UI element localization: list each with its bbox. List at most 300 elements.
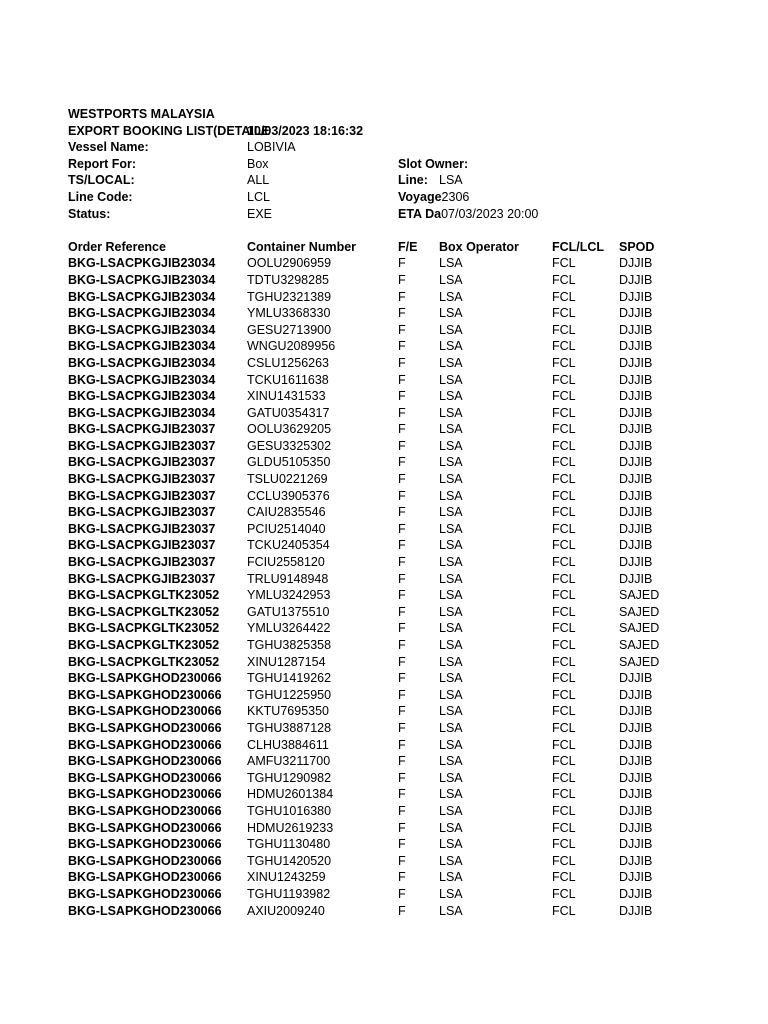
cell-box-operator: LSA xyxy=(439,422,463,437)
table-row xyxy=(0,438,768,455)
cell-fcl-lcl: FCL xyxy=(552,687,576,702)
cell-container-number: CAIU2835546 xyxy=(247,505,326,520)
ts-local-label: TS/LOCAL: xyxy=(68,173,135,188)
cell-spod: DJJIB xyxy=(619,903,653,918)
cell-order-reference: BKG-LSACPKGJIB23034 xyxy=(68,372,216,387)
cell-order-reference: BKG-LSACPKGJIB23034 xyxy=(68,355,216,370)
cell-fe: F xyxy=(398,355,406,370)
column-header-box-operator: Box Operator xyxy=(439,239,519,254)
cell-spod: DJJIB xyxy=(619,571,653,586)
cell-order-reference: BKG-LSACPKGLTK23052 xyxy=(68,654,220,669)
table-row xyxy=(0,753,768,770)
cell-box-operator: LSA xyxy=(439,455,463,470)
cell-order-reference: BKG-LSACPKGLTK23052 xyxy=(68,588,220,603)
cell-fcl-lcl: FCL xyxy=(552,422,576,437)
cell-order-reference: BKG-LSACPKGLTK23052 xyxy=(68,638,220,652)
cell-spod: DJJIB xyxy=(619,438,653,453)
report-timestamp: 10/03/2023 18:16:32 xyxy=(247,123,364,138)
cell-order-reference: BKG-LSAPKGHOD230066 xyxy=(68,737,222,752)
cell-order-reference: BKG-LSAPKGHOD230066 xyxy=(68,820,222,835)
cell-order-reference: BKG-LSACPKGJIB23037 xyxy=(68,438,216,453)
cell-box-operator: LSA xyxy=(439,521,463,536)
column-header-spod: SPOD xyxy=(619,239,655,254)
cell-fcl-lcl: FCL xyxy=(552,870,576,885)
cell-box-operator: LSA xyxy=(439,555,463,570)
table-row xyxy=(0,836,768,853)
cell-spod: DJJIB xyxy=(619,803,653,818)
cell-order-reference: BKG-LSACPKGJIB23034 xyxy=(68,272,216,287)
cell-fe: F xyxy=(398,803,406,818)
cell-spod: DJJIB xyxy=(619,837,653,852)
cell-container-number: CSLU1256263 xyxy=(247,355,330,370)
cell-box-operator: LSA xyxy=(439,405,463,420)
line-code-row xyxy=(0,189,768,206)
table-row xyxy=(0,703,768,720)
table-row xyxy=(0,322,768,339)
cell-container-number: TGHU1225950 xyxy=(247,687,332,702)
cell-container-number: OOLU3629205 xyxy=(247,422,332,437)
cell-box-operator: LSA xyxy=(439,720,463,735)
cell-spod: DJJIB xyxy=(619,787,653,802)
cell-container-number: TGHU1420520 xyxy=(247,853,332,868)
cell-order-reference: BKG-LSACPKGJIB23034 xyxy=(68,405,216,420)
cell-spod: DJJIB xyxy=(619,770,653,785)
cell-fe: F xyxy=(398,588,406,603)
cell-box-operator: LSA xyxy=(439,704,463,719)
cell-box-operator: LSA xyxy=(439,837,463,852)
cell-fcl-lcl: FCL xyxy=(552,405,576,420)
cell-box-operator: LSA xyxy=(439,770,463,785)
table-row xyxy=(0,587,768,604)
cell-spod: SAJED xyxy=(619,621,660,636)
cell-fcl-lcl: FCL xyxy=(552,737,576,752)
cell-fcl-lcl: FCL xyxy=(552,671,576,686)
cell-container-number: TGHU1193982 xyxy=(247,886,331,901)
cell-spod: SAJED xyxy=(619,654,660,669)
cell-order-reference: BKG-LSAPKGHOD230066 xyxy=(68,803,222,818)
cell-container-number: AMFU3211700 xyxy=(247,754,331,769)
cell-container-number: YMLU3368330 xyxy=(247,306,331,321)
cell-fcl-lcl: FCL xyxy=(552,555,576,570)
cell-order-reference: BKG-LSAPKGHOD230066 xyxy=(68,770,222,785)
cell-order-reference: BKG-LSACPKGJIB23037 xyxy=(68,555,216,570)
cell-box-operator: LSA xyxy=(439,505,463,520)
cell-fe: F xyxy=(398,521,406,536)
line-label: Line: xyxy=(398,173,428,188)
cell-fcl-lcl: FCL xyxy=(552,272,576,287)
cell-order-reference: BKG-LSAPKGHOD230066 xyxy=(68,720,222,735)
cell-order-reference: BKG-LSAPKGHOD230066 xyxy=(68,853,222,868)
cell-fcl-lcl: FCL xyxy=(552,604,576,619)
cell-box-operator: LSA xyxy=(439,472,463,487)
cell-box-operator: LSA xyxy=(439,737,463,752)
table-row xyxy=(0,770,768,787)
table-row xyxy=(0,504,768,521)
cell-box-operator: LSA xyxy=(439,754,463,769)
cell-fcl-lcl: FCL xyxy=(552,853,576,868)
table-row xyxy=(0,820,768,837)
cell-box-operator: LSA xyxy=(439,671,463,686)
cell-spod: DJJIB xyxy=(619,339,653,354)
table-row xyxy=(0,521,768,538)
cell-order-reference: BKG-LSAPKGHOD230066 xyxy=(68,886,222,901)
table-row xyxy=(0,786,768,803)
cell-fe: F xyxy=(398,770,406,785)
cell-container-number: TGHU1290982 xyxy=(247,770,332,785)
cell-spod: DJJIB xyxy=(619,853,653,868)
cell-fe: F xyxy=(398,687,406,702)
cell-fe: F xyxy=(398,289,406,304)
cell-order-reference: BKG-LSACPKGJIB23037 xyxy=(68,472,216,487)
table-row xyxy=(0,338,768,355)
cell-container-number: TDTU3298285 xyxy=(247,272,329,287)
cell-container-number: TSLU0221269 xyxy=(247,472,328,487)
cell-spod: DJJIB xyxy=(619,538,653,553)
report-for-row xyxy=(0,156,768,173)
line-code-value: LCL xyxy=(247,189,270,204)
cell-fcl-lcl: FCL xyxy=(552,372,576,387)
cell-fe: F xyxy=(398,754,406,769)
cell-fcl-lcl: FCL xyxy=(552,438,576,453)
eta-field xyxy=(398,206,598,223)
cell-order-reference: BKG-LSAPKGHOD230066 xyxy=(68,754,222,769)
table-row xyxy=(0,421,768,438)
table-row xyxy=(0,255,768,272)
status-value: EXE xyxy=(247,206,273,221)
company-name: WESTPORTS MALAYSIA xyxy=(68,107,215,121)
cell-container-number: TGHU3887128 xyxy=(247,720,332,735)
column-header-fe: F/E xyxy=(398,239,418,254)
table-row xyxy=(0,903,768,920)
cell-spod: DJJIB xyxy=(619,521,653,536)
cell-order-reference: BKG-LSACPKGJIB23037 xyxy=(68,455,216,470)
table-row xyxy=(0,388,768,405)
cell-fe: F xyxy=(398,488,406,503)
cell-fe: F xyxy=(398,654,406,669)
cell-fe: F xyxy=(398,438,406,453)
cell-spod: DJJIB xyxy=(619,671,653,686)
table-row xyxy=(0,289,768,306)
cell-spod: DJJIB xyxy=(619,870,653,885)
cell-box-operator: LSA xyxy=(439,803,463,818)
cell-container-number: WNGU2089956 xyxy=(247,339,336,354)
cell-fcl-lcl: FCL xyxy=(552,704,576,719)
cell-container-number: TCKU2405354 xyxy=(247,538,330,553)
cell-fcl-lcl: FCL xyxy=(552,355,576,370)
cell-fe: F xyxy=(398,837,406,852)
ts-local-row xyxy=(0,172,768,189)
cell-fe: F xyxy=(398,405,406,420)
cell-fcl-lcl: FCL xyxy=(552,322,576,337)
cell-spod: DJJIB xyxy=(619,322,653,337)
cell-fcl-lcl: FCL xyxy=(552,389,576,404)
cell-fe: F xyxy=(398,322,406,337)
cell-fcl-lcl: FCL xyxy=(552,621,576,636)
cell-fcl-lcl: FCL xyxy=(552,505,576,520)
table-row xyxy=(0,537,768,554)
cell-box-operator: LSA xyxy=(439,621,463,636)
cell-fe: F xyxy=(398,372,406,387)
table-row xyxy=(0,620,768,637)
table-row xyxy=(0,687,768,704)
cell-fcl-lcl: FCL xyxy=(552,521,576,536)
cell-fe: F xyxy=(398,737,406,752)
cell-box-operator: LSA xyxy=(439,870,463,885)
cell-container-number: TCKU1611638 xyxy=(247,372,329,387)
cell-spod: DJJIB xyxy=(619,272,653,287)
cell-fe: F xyxy=(398,422,406,437)
cell-order-reference: BKG-LSACPKGJIB23034 xyxy=(68,322,216,337)
cell-container-number: GATU0354317 xyxy=(247,405,330,420)
cell-container-number: FCIU2558120 xyxy=(247,555,325,570)
cell-container-number: OOLU2906959 xyxy=(247,256,332,271)
cell-spod: SAJED xyxy=(619,588,660,603)
slot-owner-label: Slot Owner: xyxy=(398,156,469,171)
cell-box-operator: LSA xyxy=(439,853,463,868)
cell-order-reference: BKG-LSACPKGLTK23052 xyxy=(68,621,220,636)
cell-fe: F xyxy=(398,505,406,520)
cell-order-reference: BKG-LSAPKGHOD230066 xyxy=(68,687,222,702)
cell-fcl-lcl: FCL xyxy=(552,289,576,304)
cell-box-operator: LSA xyxy=(439,372,463,387)
cell-box-operator: LSA xyxy=(439,604,463,619)
cell-order-reference: BKG-LSACPKGJIB23037 xyxy=(68,505,216,520)
cell-fcl-lcl: FCL xyxy=(552,638,576,652)
cell-spod: DJJIB xyxy=(619,720,653,735)
report-for-label: Report For: xyxy=(68,156,137,171)
cell-container-number: KKTU7695350 xyxy=(247,704,330,719)
cell-fcl-lcl: FCL xyxy=(552,571,576,586)
report-title-row xyxy=(0,123,768,140)
cell-fe: F xyxy=(398,621,406,636)
cell-fe: F xyxy=(398,870,406,885)
cell-fe: F xyxy=(398,571,406,586)
cell-box-operator: LSA xyxy=(439,538,463,553)
cell-fcl-lcl: FCL xyxy=(552,455,576,470)
cell-spod: DJJIB xyxy=(619,289,653,304)
cell-fcl-lcl: FCL xyxy=(552,306,576,321)
report-for-value: Box xyxy=(247,156,269,171)
cell-order-reference: BKG-LSACPKGJIB23037 xyxy=(68,422,216,437)
cell-fcl-lcl: FCL xyxy=(552,339,576,354)
cell-order-reference: BKG-LSACPKGJIB23037 xyxy=(68,571,216,586)
cell-fe: F xyxy=(398,704,406,719)
cell-box-operator: LSA xyxy=(439,306,463,321)
cell-spod: SAJED xyxy=(619,604,660,619)
cell-box-operator: LSA xyxy=(439,687,463,702)
voyage-value: 2306 xyxy=(441,189,470,204)
cell-spod: DJJIB xyxy=(619,306,653,321)
table-row xyxy=(0,454,768,471)
cell-fe: F xyxy=(398,820,406,835)
table-row xyxy=(0,886,768,903)
cell-container-number: GLDU5105350 xyxy=(247,455,331,470)
cell-fcl-lcl: FCL xyxy=(552,654,576,669)
cell-fe: F xyxy=(398,339,406,354)
cell-fe: F xyxy=(398,472,406,487)
cell-box-operator: LSA xyxy=(439,389,463,404)
cell-spod: DJJIB xyxy=(619,754,653,769)
table-row xyxy=(0,305,768,322)
cell-container-number: GESU2713900 xyxy=(247,322,332,337)
table-row xyxy=(0,654,768,671)
table-row xyxy=(0,803,768,820)
vessel-name-row xyxy=(0,139,768,156)
table-row xyxy=(0,571,768,588)
cell-order-reference: BKG-LSACPKGJIB23034 xyxy=(68,306,216,321)
table-row xyxy=(0,720,768,737)
cell-container-number: TRLU9148948 xyxy=(247,571,329,586)
cell-box-operator: LSA xyxy=(439,903,463,918)
cell-container-number: PCIU2514040 xyxy=(247,521,326,536)
cell-fcl-lcl: FCL xyxy=(552,903,576,918)
cell-container-number: TGHU3825358 xyxy=(247,638,332,652)
cell-fcl-lcl: FCL xyxy=(552,886,576,901)
cell-spod: DJJIB xyxy=(619,372,653,387)
cell-fe: F xyxy=(398,853,406,868)
cell-spod: DJJIB xyxy=(619,455,653,470)
cell-spod: DJJIB xyxy=(619,256,653,271)
cell-box-operator: LSA xyxy=(439,272,463,287)
cell-spod: DJJIB xyxy=(619,886,653,901)
cell-order-reference: BKG-LSAPKGHOD230066 xyxy=(68,671,222,686)
cell-fcl-lcl: FCL xyxy=(552,787,576,802)
table-row xyxy=(0,670,768,687)
cell-container-number: XINU1431533 xyxy=(247,389,326,404)
cell-fcl-lcl: FCL xyxy=(552,472,576,487)
cell-spod: DJJIB xyxy=(619,472,653,487)
cell-container-number: CLHU3884611 xyxy=(247,737,329,752)
voyage-label: Voyage xyxy=(398,189,442,204)
cell-fe: F xyxy=(398,455,406,470)
table-row xyxy=(0,272,768,289)
vessel-name-label: Vessel Name: xyxy=(68,140,149,155)
cell-fe: F xyxy=(398,555,406,570)
cell-box-operator: LSA xyxy=(439,488,463,503)
voyage-field xyxy=(398,189,598,206)
cell-box-operator: LSA xyxy=(439,820,463,835)
table-row xyxy=(0,737,768,754)
cell-box-operator: LSA xyxy=(439,886,463,901)
table-row xyxy=(0,853,768,870)
table-row xyxy=(0,405,768,422)
cell-fcl-lcl: FCL xyxy=(552,803,576,818)
cell-fe: F xyxy=(398,886,406,901)
vessel-name-value: LOBIVIA xyxy=(247,140,296,155)
cell-fcl-lcl: FCL xyxy=(552,720,576,735)
eta-value: 07/03/2023 20:00 xyxy=(441,206,539,221)
cell-container-number: TGHU1016380 xyxy=(247,803,332,818)
cell-spod: DJJIB xyxy=(619,422,653,437)
cell-order-reference: BKG-LSACPKGJIB23034 xyxy=(68,256,216,271)
report-title: EXPORT BOOKING LIST(DETAILE xyxy=(68,123,270,138)
cell-spod: DJJIB xyxy=(619,488,653,503)
cell-container-number: GATU1375510 xyxy=(247,604,330,619)
cell-box-operator: LSA xyxy=(439,256,463,271)
cell-box-operator: LSA xyxy=(439,654,463,669)
cell-container-number: TGHU2321389 xyxy=(247,289,332,304)
cell-container-number: XINU1243259 xyxy=(247,870,326,885)
cell-box-operator: LSA xyxy=(439,571,463,586)
table-row xyxy=(0,637,768,654)
cell-order-reference: BKG-LSACPKGJIB23037 xyxy=(68,521,216,536)
cell-order-reference: BKG-LSAPKGHOD230066 xyxy=(68,870,222,885)
ts-local-value: ALL xyxy=(247,173,270,188)
cell-fcl-lcl: FCL xyxy=(552,256,576,271)
cell-fe: F xyxy=(398,272,406,287)
cell-fe: F xyxy=(398,671,406,686)
cell-container-number: TGHU1419262 xyxy=(247,671,332,686)
cell-spod: DJJIB xyxy=(619,687,653,702)
cell-box-operator: LSA xyxy=(439,322,463,337)
cell-fcl-lcl: FCL xyxy=(552,754,576,769)
cell-spod: DJJIB xyxy=(619,355,653,370)
cell-order-reference: BKG-LSACPKGJIB23037 xyxy=(68,488,216,503)
cell-fcl-lcl: FCL xyxy=(552,770,576,785)
cell-fcl-lcl: FCL xyxy=(552,538,576,553)
cell-spod: DJJIB xyxy=(619,405,653,420)
cell-order-reference: BKG-LSAPKGHOD230066 xyxy=(68,704,222,719)
cell-order-reference: BKG-LSACPKGLTK23052 xyxy=(68,604,220,619)
cell-spod: DJJIB xyxy=(619,704,653,719)
cell-fcl-lcl: FCL xyxy=(552,837,576,852)
cell-spod: DJJIB xyxy=(619,505,653,520)
cell-box-operator: LSA xyxy=(439,588,463,603)
cell-fcl-lcl: FCL xyxy=(552,488,576,503)
cell-container-number: GESU3325302 xyxy=(247,438,332,453)
cell-fcl-lcl: FCL xyxy=(552,588,576,603)
cell-container-number: CCLU3905376 xyxy=(247,488,330,503)
table-row xyxy=(0,869,768,886)
table-row xyxy=(0,554,768,571)
cell-box-operator: LSA xyxy=(439,289,463,304)
booking-list-sheet xyxy=(0,106,768,919)
column-header-container-number: Container Number xyxy=(247,239,357,254)
cell-order-reference: BKG-LSACPKGJIB23034 xyxy=(68,339,216,354)
table-row xyxy=(0,355,768,372)
cell-fe: F xyxy=(398,306,406,321)
cell-spod: DJJIB xyxy=(619,737,653,752)
table-row xyxy=(0,471,768,488)
cell-container-number: HDMU2619233 xyxy=(247,820,334,835)
cell-fe: F xyxy=(398,604,406,619)
table-body xyxy=(0,255,768,919)
cell-box-operator: LSA xyxy=(439,355,463,370)
status-row xyxy=(0,206,768,223)
company-row xyxy=(0,106,768,123)
cell-fe: F xyxy=(398,389,406,404)
cell-container-number: YMLU3242953 xyxy=(247,588,331,603)
cell-fcl-lcl: FCL xyxy=(552,820,576,835)
column-header-order-reference: Order Reference xyxy=(68,239,166,254)
cell-container-number: XINU1287154 xyxy=(247,654,326,669)
status-label: Status: xyxy=(68,206,111,221)
cell-container-number: HDMU2601384 xyxy=(247,787,334,802)
cell-container-number: AXIU2009240 xyxy=(247,903,325,918)
column-header-fcl-lcl: FCL/LCL xyxy=(552,239,605,254)
cell-container-number: TGHU1130480 xyxy=(247,837,331,852)
line-code-label: Line Code: xyxy=(68,189,133,204)
cell-order-reference: BKG-LSACPKGJIB23034 xyxy=(68,289,216,304)
cell-fe: F xyxy=(398,903,406,918)
cell-spod: DJJIB xyxy=(619,820,653,835)
cell-fe: F xyxy=(398,538,406,553)
table-row xyxy=(0,604,768,621)
line-value: LSA xyxy=(439,173,463,188)
cell-order-reference: BKG-LSAPKGHOD230066 xyxy=(68,903,222,918)
cell-order-reference: BKG-LSAPKGHOD230066 xyxy=(68,787,222,802)
cell-order-reference: BKG-LSACPKGJIB23037 xyxy=(68,538,216,553)
